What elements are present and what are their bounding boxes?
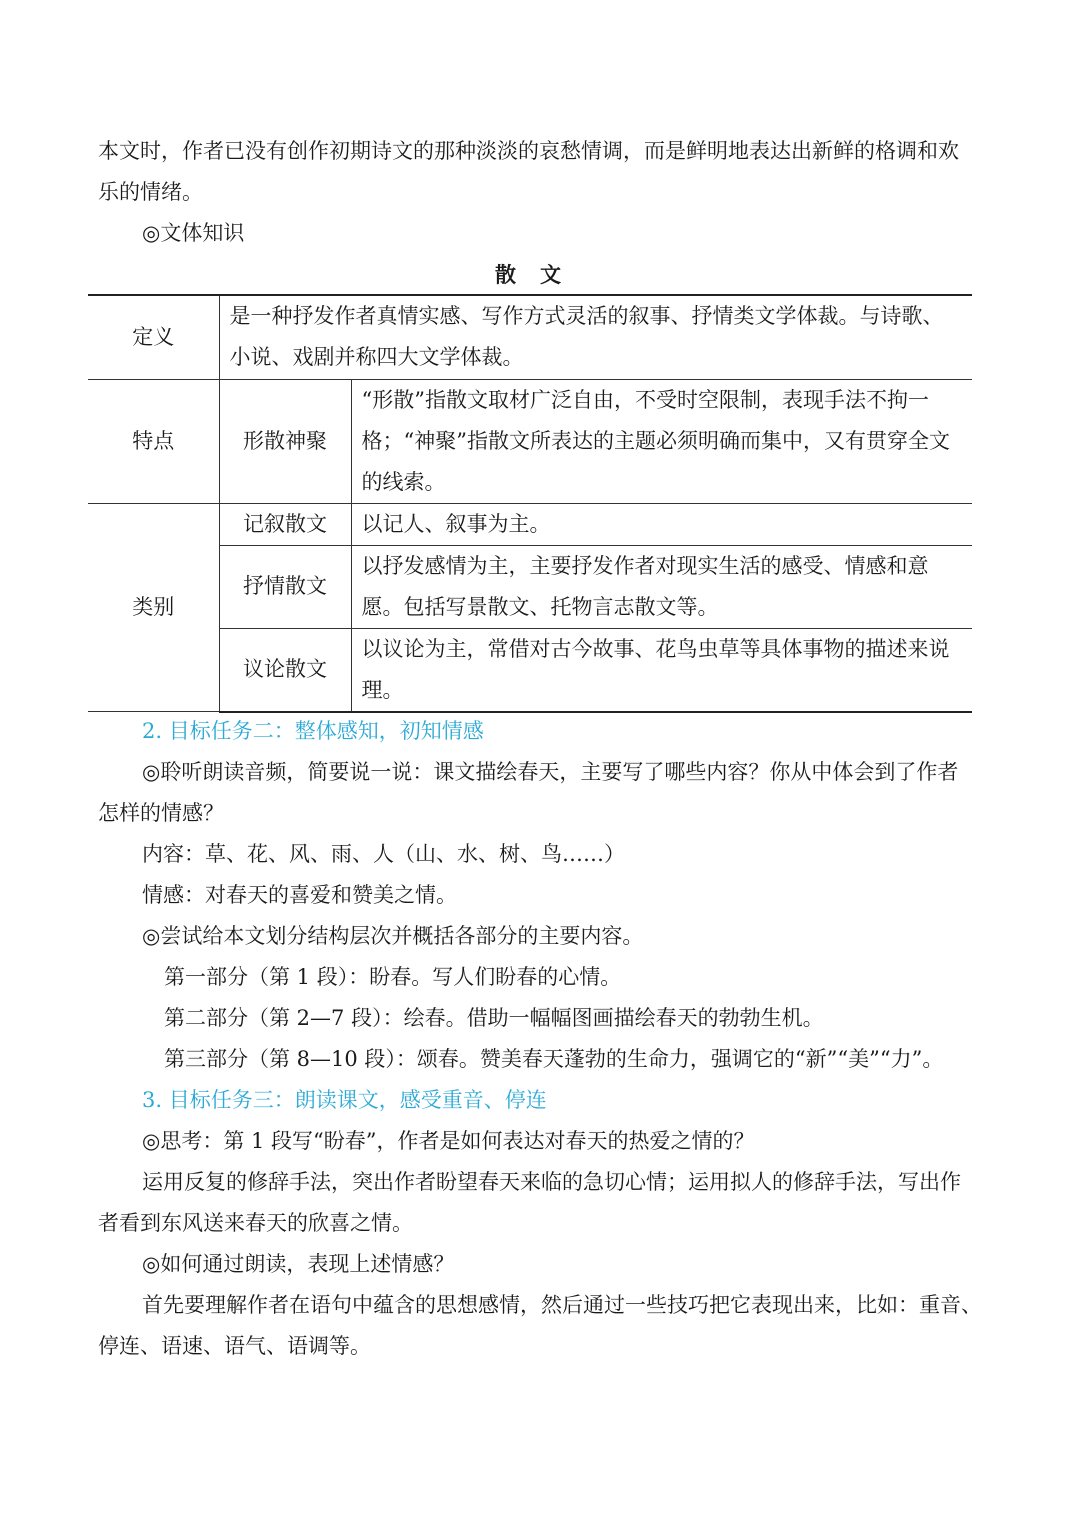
task3-heading: 3. 目标任务三：朗读课文，感受重音、停连: [142, 1088, 547, 1112]
definition-label: 定义: [88, 295, 219, 379]
task3-answer2-line2: 停连、语速、语气、语调等。: [98, 1334, 371, 1358]
task3-question2: ◎如何通过朗读，表现上述情感？: [142, 1252, 455, 1276]
category-label: 类别: [88, 503, 219, 712]
task3-answer1-line2: 者看到东风送来春天的欣喜之情。: [98, 1211, 413, 1235]
task2-content: 内容：草、花、风、雨、人（山、水、树、鸟……）: [142, 842, 625, 866]
definition-row: [88, 295, 972, 379]
essay-genre-table: [88, 294, 972, 713]
task3-answer1-line1: 运用反复的修辞手法，突出作者盼望春天来临的急切心情；运用拟人的修辞手法，写出作: [142, 1170, 961, 1194]
category-name: 抒情散文: [219, 545, 351, 628]
task2-emotion: 情感：对春天的喜爱和赞美之情。: [142, 883, 457, 907]
category-row-lyric: [88, 545, 972, 628]
feature-label: 特点: [88, 379, 219, 503]
feature-row: [88, 379, 972, 503]
category-text: 以议论为主，常借对古今故事、花鸟虫草等具体事物的描述来说理。: [351, 628, 972, 712]
category-text: 以记人、叙事为主。: [351, 503, 972, 545]
feature-sublabel: 形散神聚: [219, 379, 351, 503]
task2-question2: ◎尝试给本文划分结构层次并概括各部分的主要内容。: [142, 924, 644, 948]
category-row-narrative: [88, 503, 972, 545]
genre-knowledge-heading: ◎文体知识: [142, 221, 245, 245]
intro-line-2: 乐的情绪。: [98, 180, 203, 204]
task2-part2: 第二部分（第 2—7 段）：绘春。借助一幅幅图画描绘春天的勃勃生机。: [164, 1006, 824, 1030]
task2-heading: 2. 目标任务二：整体感知，初知情感: [142, 719, 484, 743]
task2-part1: 第一部分（第 1 段）：盼春。写人们盼春的心情。: [164, 965, 622, 989]
category-name: 议论散文: [219, 628, 351, 712]
feature-text: “形散”指散文取材广泛自由，不受时空限制，表现手法不拘一格；“神聚”指散文所表达的主题必须明确而集中，又有贯穿全文的线索。: [351, 379, 972, 503]
category-text: 以抒发感情为主，主要抒发作者对现实生活的感受、情感和意愿。包括写景散文、托物言志散文等。: [351, 545, 972, 628]
category-name: 记叙散文: [219, 503, 351, 545]
task3-answer2-line1: 首先要理解作者在语句中蕴含的思想感情，然后通过一些技巧把它表现出来，比如：重音、: [142, 1293, 982, 1317]
task2-question1-line2: 怎样的情感？: [98, 801, 224, 825]
definition-text: 是一种抒发作者真情实感、写作方式灵活的叙事、抒情类文学体裁。与诗歌、小说、戏剧并称四大文学体裁。: [219, 295, 972, 379]
task3-question1: ◎思考：第 1 段写“盼春”，作者是如何表达对春天的热爱之情的？: [142, 1129, 755, 1153]
table-title: 散文: [495, 262, 585, 287]
intro-line-1: 本文时，作者已没有创作初期诗文的那种淡淡的哀愁情调，而是鲜明地表达出新鲜的格调和欢: [98, 139, 959, 163]
category-row-argumentative: [88, 628, 972, 712]
task2-question1-line1: ◎聆听朗读音频，简要说一说：课文描绘春天，主要写了哪些内容？你从中体会到了作者: [142, 760, 959, 784]
task2-part3: 第三部分（第 8—10 段）：颂春。赞美春天蓬勃的生命力，强调它的“新”“美”“力”。: [164, 1047, 944, 1071]
